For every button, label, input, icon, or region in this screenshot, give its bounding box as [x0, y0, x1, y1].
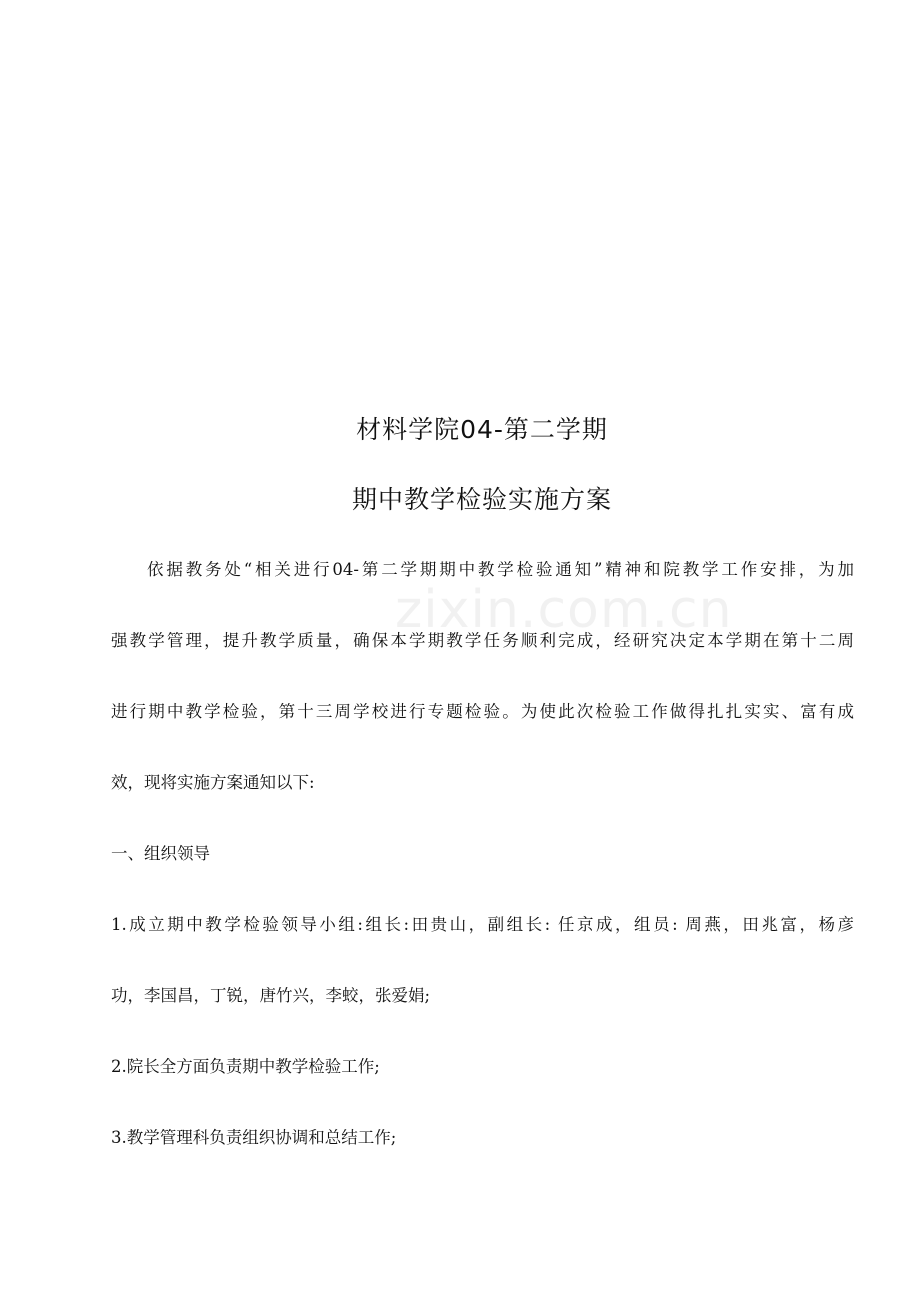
document-title-line1: 材料学院04-第二学期 [356, 415, 608, 444]
paragraph-line-2: 强教学管理，提升教学质量，确保本学期教学任务顺利完成，经研究决定本学期在第十二周 [111, 631, 854, 650]
document-title-line2: 期中教学检验实施方案 [351, 485, 612, 514]
list-item-2: 2.院长全方面负责期中教学检验工作; [111, 1057, 380, 1076]
list-item-1-line1: 1.成立期中教学检验领导小组:组长:田贵山，副组长: 任京成，组员: 周燕，田兆富，杨彦 [111, 915, 854, 934]
paragraph-line-3: 进行期中教学检验，第十三周学校进行专题检验。为使此次检验工作做得扎扎实实、富有成 [111, 702, 854, 721]
list-item-3: 3.教学管理科负责组织协调和总结工作; [111, 1128, 397, 1147]
paragraph-line-4: 效，现将实施方案通知以下: [111, 773, 315, 792]
list-item-1-line2: 功，李国昌，丁锐，唐竹兴，李蛟，张爱娟; [111, 986, 431, 1005]
watermark: zixin.com.cn [395, 580, 733, 640]
section-heading: 一、组织领导 [111, 844, 210, 863]
paragraph-line-1: 依据教务处“相关进行04-第二学期期中教学检验通知”精神和院教学工作安排，为加 [147, 560, 854, 579]
